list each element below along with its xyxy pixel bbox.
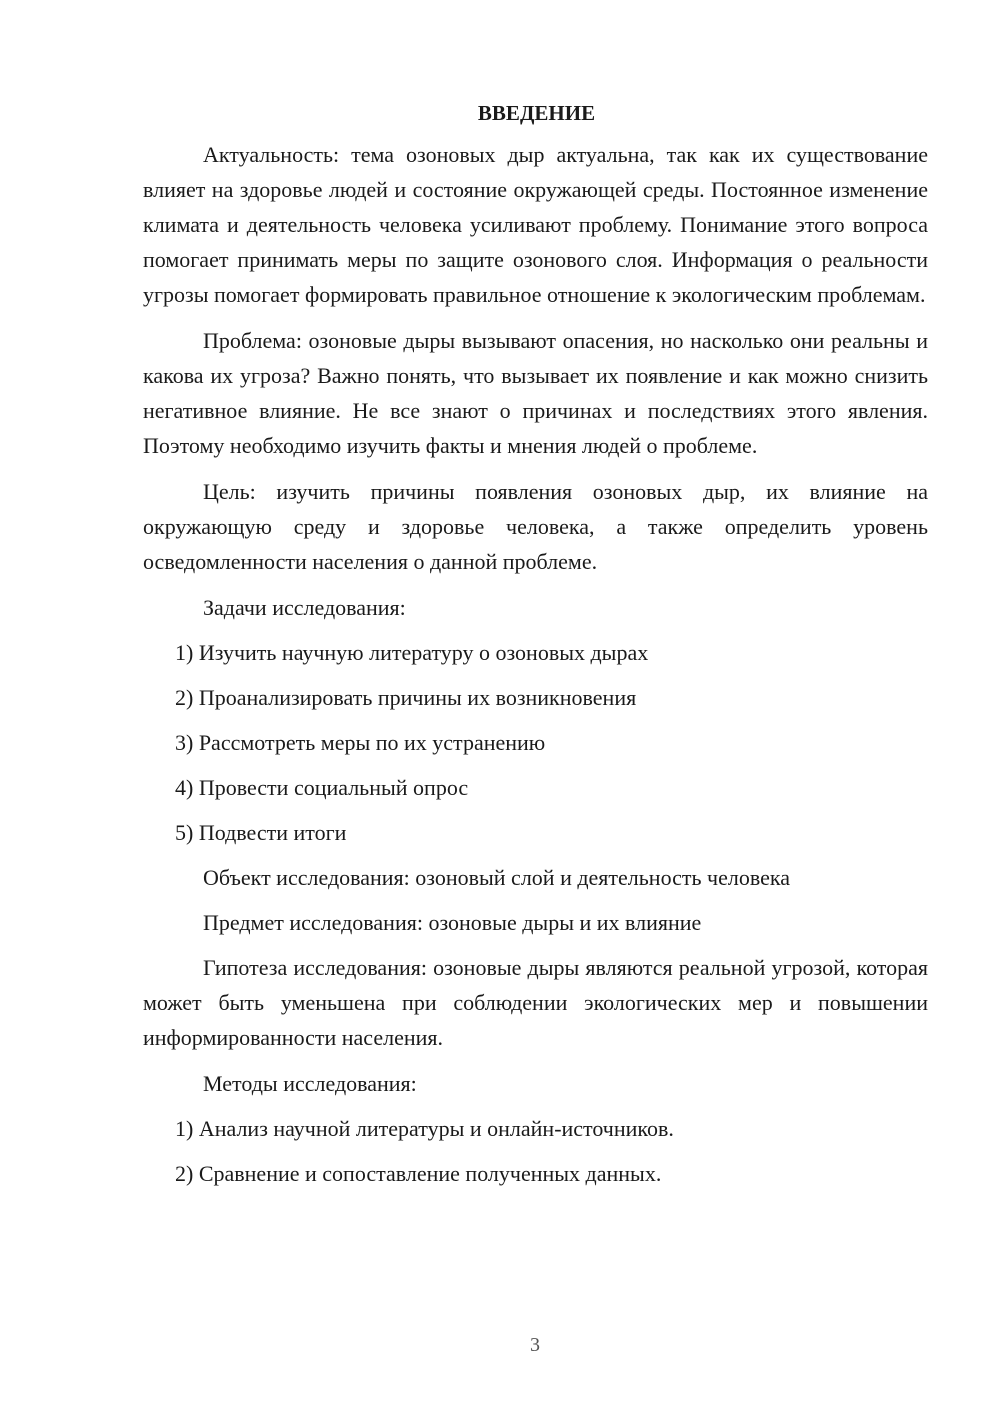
relevance-paragraph: Актуальность: тема озоновых дыр актуальна, так как их существование влияет на здоровье людей и состояние окружающей среды. Постоянное изменение климата и деятельность человека усиливают проблему. Понимание этого вопроса помогает принимать меры по защите озонового слоя. Информация о реальности угрозы помогает формировать правильное отношение к экологическим проблемам.: [143, 142, 928, 307]
task-item: 2) Проанализировать причины их возникновения: [175, 685, 637, 710]
subject-line: Предмет исследования: озоновые дыры и их влияние: [203, 910, 702, 935]
tasks-heading: Задачи исследования:: [203, 595, 406, 620]
document-page: [143, 96, 928, 1201]
methods-heading: Методы исследования:: [203, 1071, 417, 1096]
methods-list: [143, 1111, 928, 1191]
hypothesis-paragraph: Гипотеза исследования: озоновые дыры являются реальной угрозой, которая может быть уменьшена при соблюдении экологических мер и повышении информированности населения.: [143, 955, 928, 1050]
page-number: 3: [530, 1334, 540, 1356]
task-item: 4) Провести социальный опрос: [175, 775, 469, 800]
object-line: Объект исследования: озоновый слой и деятельность человека: [203, 865, 790, 890]
task-item: 1) Изучить научную литературу о озоновых дырах: [175, 640, 649, 665]
problem-paragraph: Проблема: озоновые дыры вызывают опасения, но насколько они реальны и какова их угроза? Важно понять, что вызывает их появление и как можно снизить негативное влияние. Не все знают о причинах и последствиях этого явления. Поэтому необходимо изучить факты и мнения людей о проблеме.: [143, 328, 928, 458]
task-item: 5) Подвести итоги: [175, 820, 347, 845]
tasks-list: [143, 635, 928, 850]
goal-paragraph: Цель: изучить причины появления озоновых дыр, их влияние на окружающую среду и здоровье человека, а также определить уровень осведомленности населения о данной проблеме.: [143, 479, 928, 574]
method-item: 1) Анализ научной литературы и онлайн-источников.: [175, 1116, 674, 1141]
task-item: 3) Рассмотреть меры по их устранению: [175, 730, 546, 755]
method-item: 2) Сравнение и сопоставление полученных данных.: [175, 1161, 662, 1186]
section-title: ВВЕДЕНИЕ: [477, 101, 596, 125]
